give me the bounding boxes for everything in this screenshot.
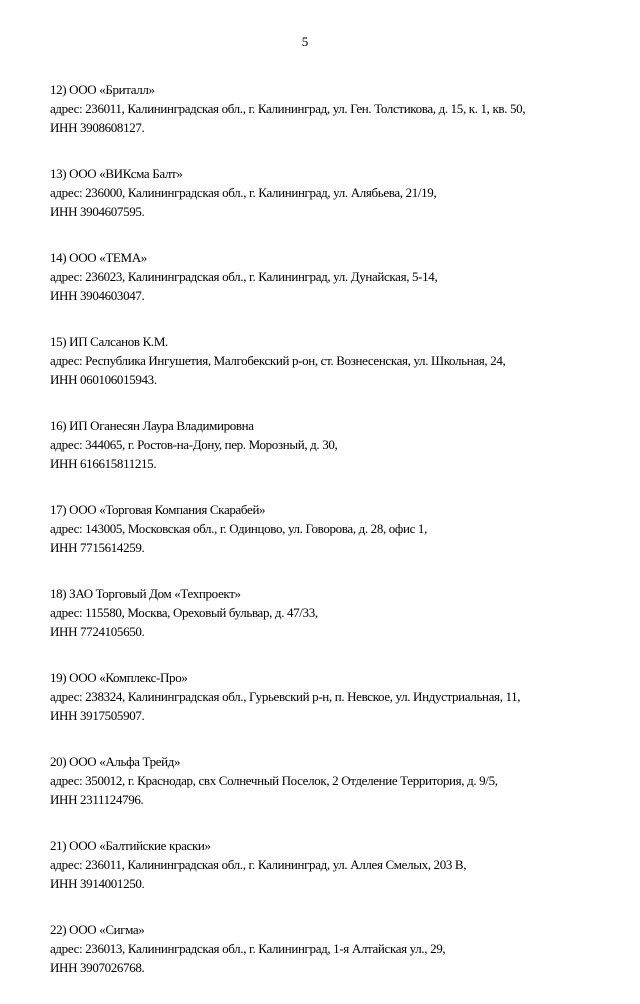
entry-title: 21) ООО «Балтийские краски» xyxy=(50,838,211,853)
entry-address: адрес: 344065, г. Ростов-на-Дону, пер. Морозный, д. 30, xyxy=(50,437,338,452)
list-item xyxy=(50,500,610,557)
entry-title: 17) ООО «Торговая Компания Скарабей» xyxy=(50,502,266,517)
entry-inn: ИНН 3914001250. xyxy=(50,876,145,891)
entry-address: адрес: 238324, Калининградская обл., Гурьевский р-н, п. Невское, ул. Индустриальная, 11, xyxy=(50,689,521,704)
entry-inn: ИНН 3908608127. xyxy=(50,120,145,135)
entry-inn: ИНН 7724105650. xyxy=(50,624,145,639)
entry-inn: ИНН 3904607595. xyxy=(50,204,145,219)
entry-title: 16) ИП Оганесян Лаура Владимировна xyxy=(50,418,254,433)
entry-address: адрес: 236011, Калининградская обл., г. Калининград, ул. Ген. Толстикова, д. 15, к. 1, кв. 50, xyxy=(50,101,526,116)
entry-inn: ИНН 7715614259. xyxy=(50,540,145,555)
entry-address: адрес: 236000, Калининградская обл., г. Калининград, ул. Алябьева, 21/19, xyxy=(50,185,437,200)
list-item xyxy=(50,80,610,137)
list-item xyxy=(50,668,610,725)
entry-address: адрес: Республика Ингушетия, Малгобекский р-он, ст. Вознесенская, ул. Школьная, 24, xyxy=(50,353,506,368)
entry-address: адрес: 236023, Калининградская обл., г. Калининград, ул. Дунайская, 5-14, xyxy=(50,269,438,284)
entry-title: 20) ООО «Альфа Трейд» xyxy=(50,754,181,769)
entry-inn: ИНН 2311124796. xyxy=(50,792,144,807)
entry-inn: ИНН 616615811215. xyxy=(50,456,157,471)
list-item xyxy=(50,332,610,389)
entry-title: 22) ООО «Сигма» xyxy=(50,922,145,937)
list-item xyxy=(50,584,610,641)
entry-title: 18) ЗАО Торговый Дом «Техпроект» xyxy=(50,586,241,601)
entry-title: 14) ООО «ТЕМА» xyxy=(50,250,147,265)
list-item xyxy=(50,920,610,977)
entry-address: адрес: 143005, Московская обл., г. Одинцово, ул. Говорова, д. 28, офис 1, xyxy=(50,521,427,536)
list-item xyxy=(50,752,610,809)
list-item xyxy=(50,416,610,473)
list-item xyxy=(50,836,610,893)
entry-title: 12) ООО «Бриталл» xyxy=(50,82,155,97)
entry-inn: ИНН 3904603047. xyxy=(50,288,145,303)
entry-inn: ИНН 3917505907. xyxy=(50,708,145,723)
entry-address: адрес: 350012, г. Краснодар, свх Солнечный Поселок, 2 Отделение Территория, д. 9/5, xyxy=(50,773,498,788)
entry-address: адрес: 236013, Калининградская обл., г. Калининград, 1-я Алтайская ул., 29, xyxy=(50,941,446,956)
entry-inn: ИНН 3907026768. xyxy=(50,960,145,975)
list-item xyxy=(50,164,610,221)
page-number: 5 xyxy=(301,34,309,49)
supplier-list xyxy=(50,80,610,1004)
entry-title: 19) ООО «Комплекс-Про» xyxy=(50,670,188,685)
list-item xyxy=(50,248,610,305)
entry-inn: ИНН 060106015943. xyxy=(50,372,157,387)
entry-title: 15) ИП Салсанов К.М. xyxy=(50,334,168,349)
entry-address: адрес: 236011, Калининградская обл., г. Калининград, ул. Аллея Смелых, 203 В, xyxy=(50,857,467,872)
entry-address: адрес: 115580, Москва, Ореховый бульвар, д. 47/33, xyxy=(50,605,318,620)
entry-title: 13) ООО «ВИКсма Балт» xyxy=(50,166,183,181)
